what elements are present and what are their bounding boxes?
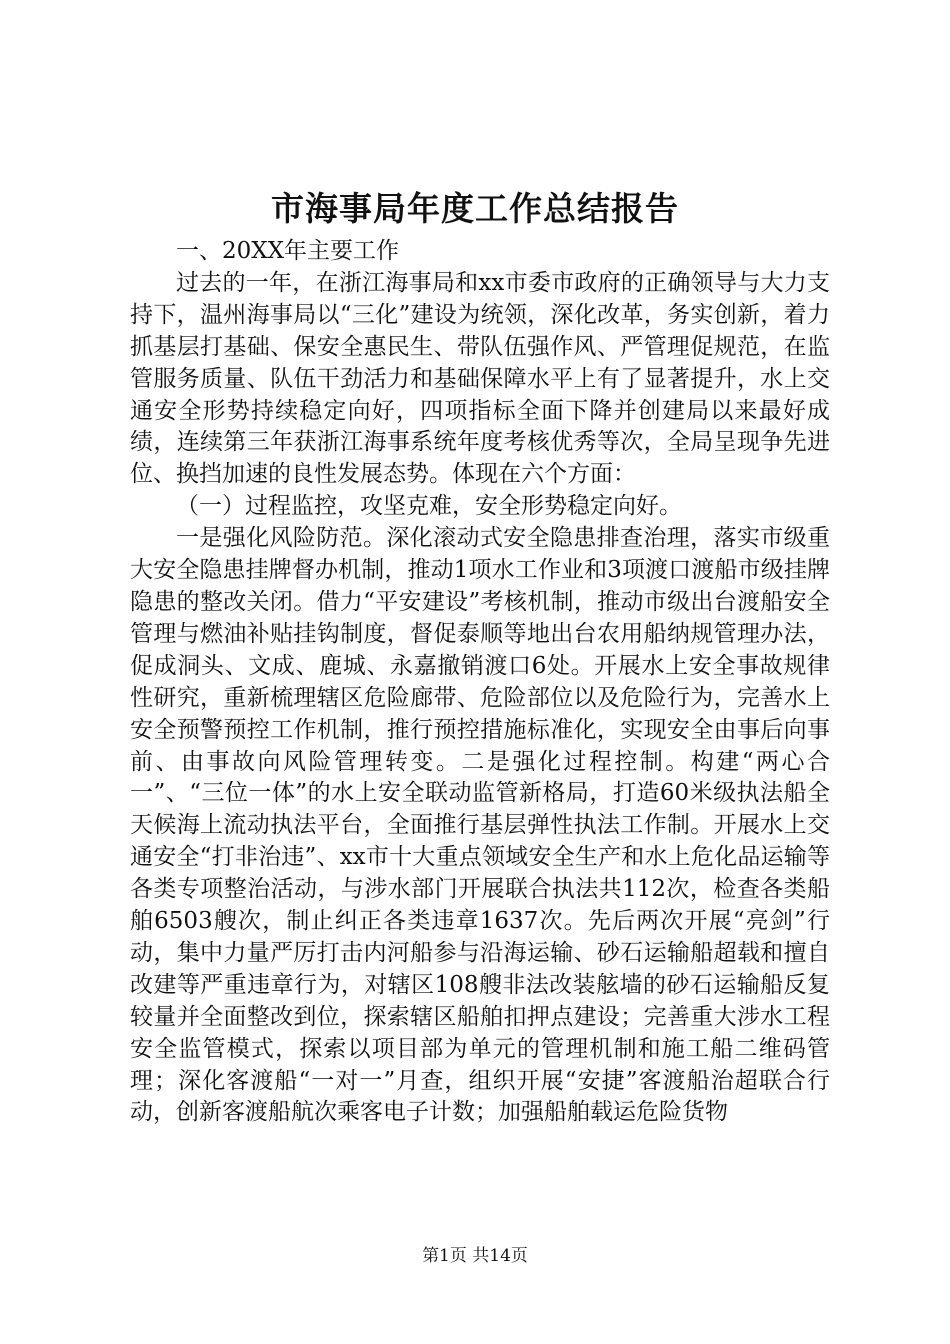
intro-paragraph: 过去的一年，在浙江海事局和xx市委市政府的正确领导与大力支持下，温州海事局以“三化”建设为统领，深化改革，务实创新，着力抓基层打基础、保安全惠民生、带队伍强作风、严管理促规范，在监管服务质量、队伍干劲活力和基础保障水平上有了显著提升，水上交通安全形势持续稳定向好，四项指标全面下降并创建局以来最好成绩，连续第三年获浙江海事系统年度考核优秀等次，全局呈现争先进位、换挡加速的良性发展态势。体现在六个方面： — [130, 269, 830, 488]
document-title: 市海事局年度工作总结报告 — [271, 189, 679, 228]
subsection-heading: （一）过程监控，攻坚克难，安全形势稳定向好。 — [176, 493, 682, 520]
page-footer: 第1页 共14页 — [422, 1246, 528, 1266]
document-body — [130, 236, 830, 1129]
body-paragraph: 一是强化风险防范。深化滚动式安全隐患排查治理，落实市级重大安全隐患挂牌督办机制，推动1项水工作业和3项渡口渡船市级挂牌隐患的整改关闭。借力“平安建设”考核机制，推动市级出台渡船安全管理与燃油补贴挂钩制度，督促泰顺等地出台农用船纳规管理办法，促成洞头、文成、鹿城、永嘉撤销渡口6处。开展水上安全事故规律性研究，重新梳理辖区危险廊带、危险部位以及危险行为，完善水上安全预警预控工作机制，推行预控措施标准化，实现安全由事后向事前、由事故向风险管理转变。二是强化过程控制。构建“两心合一”、“三位一体”的水上安全联动监管新格局，打造60米级执法船全天候海上流动执法平台，全面推行基层弹性执法工作制。开展水上交通安全“打非治违”、xx市十大重点领域安全生产和水上危化品运输等各类专项整治活动，与涉水部门开展联合执法共112次，检查各类船舶6503艘次，制止纠正各类违章1637次。先后两次开展“亮剑”行动，集中力量严厉打击内河船参与沿海运输、砂石运输船超载和擅自改建等严重违章行为，对辖区108艘非法改装舷墙的砂石运输船反复较量并全面整改到位，探索辖区船舶扣押点建设；完善重大涉水工程安全监管模式，探索以项目部为单元的管理机制和施工船二维码管理；深化客渡船“一对一”月查，组织开展“安捷”客渡船治超联合行动，创新客渡船航次乘客电子计数；加强船舶载运危险货物 — [130, 525, 830, 1126]
section-heading: 一、20XX年主要工作 — [176, 238, 400, 264]
